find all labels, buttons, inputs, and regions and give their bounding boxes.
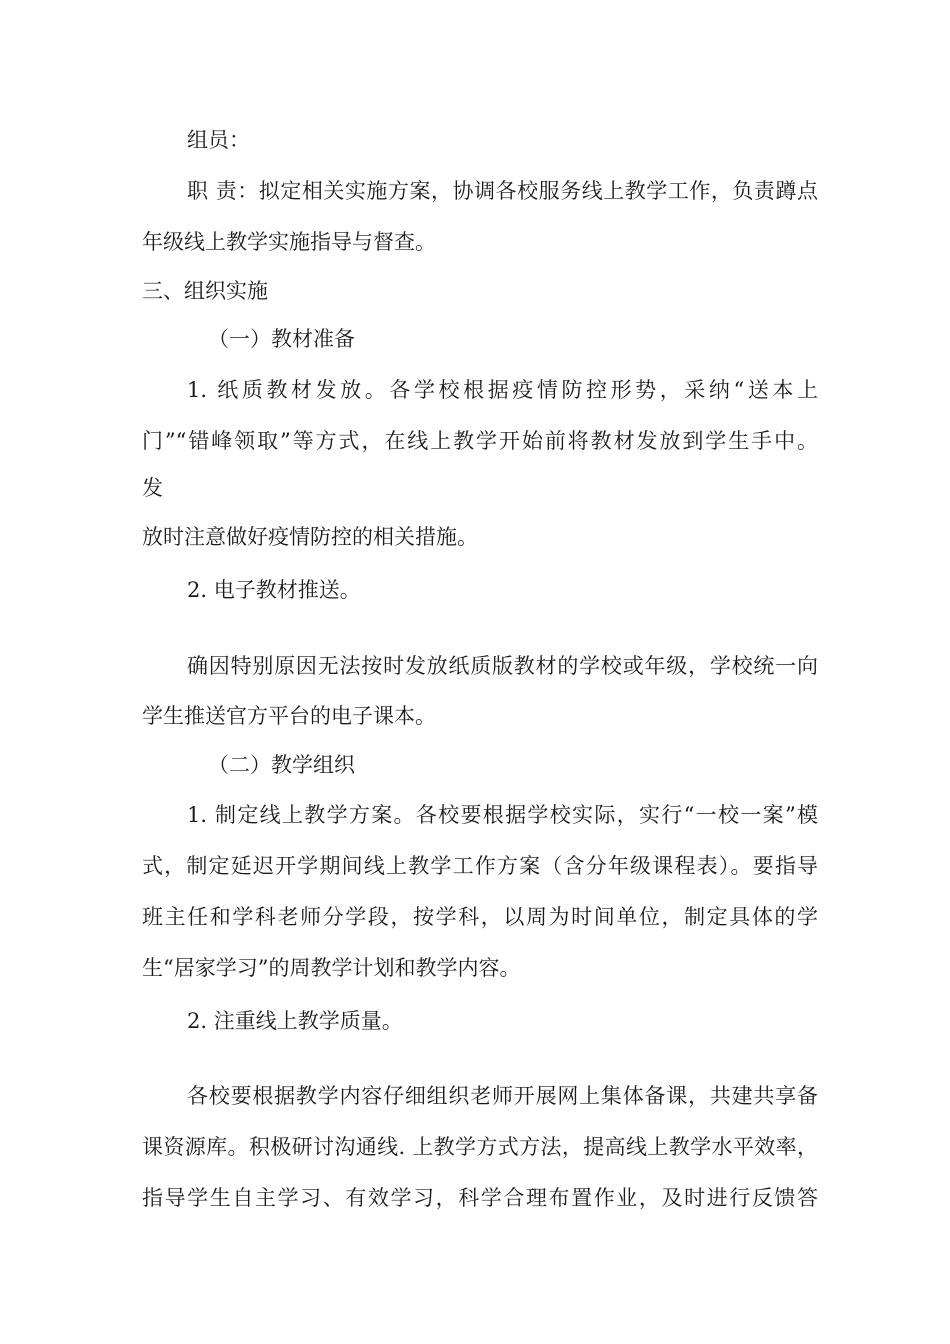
text-line-special-cases: 确因特别原因无法按时发放纸质版教材的学校或年级，学校统一向	[187, 654, 818, 678]
text-line-duties: 职 责：拟定相关实施方案，协调各校服务线上教学工作，负责蹲点	[187, 179, 818, 203]
text-line-e-materials: 2. 电子教材推送。	[187, 578, 361, 602]
text-line-paper-materials: 1. 纸质教材发放。各学校根据疫情防控形势，采纳“送本上	[187, 378, 818, 402]
text-line-duties-cont: 年级线上教学实施指导与督查。	[142, 230, 436, 254]
text-line-fa: 发	[142, 476, 163, 500]
text-line-plan: 1. 制定线上教学方案。各校要根据学校实际，实行“一校一案”模	[187, 803, 818, 827]
text-line-plan-cont1: 式，制定延迟开学期间线上教学工作方案（含分年级课程表）。要指导	[142, 854, 818, 878]
text-line-plan-cont3: 生“居家学习”的周教学计划和教学内容。	[142, 956, 521, 980]
text-line-paper-materials-cont: 门”“错峰领取”等方式，在线上教学开始前将教材发放到学生手中。	[142, 429, 818, 453]
text-line-special-cases-cont: 学生推送官方平台的电子课本。	[142, 704, 436, 728]
text-line-plan-cont2: 班主任和学科老师分学段，按学科，以周为时间单位，制定具体的学	[142, 905, 818, 929]
text-line-quality-detail-cont1: 课资源库。积极研讨沟通线. 上教学方式方法，提高线上教学水平效率，	[142, 1135, 818, 1159]
text-line-epidemic-measures: 放时注意做好疫情防控的相关措施。	[142, 525, 478, 549]
text-line-quality-detail-cont2: 指导学生自主学习、有效学习，科学合理布置作业，及时进行反馈答	[142, 1186, 818, 1210]
subsection-heading-teaching: （二）教学组织	[208, 753, 355, 777]
subsection-heading-materials: （一）教材准备	[208, 327, 355, 351]
text-line-quality-detail: 各校要根据教学内容仔细组织老师开展网上集体备课，共建共享备	[187, 1084, 818, 1108]
text-line-quality: 2. 注重线上教学质量。	[187, 1009, 403, 1033]
text-line-members: 组员：	[187, 128, 250, 152]
section-heading-implementation: 三、组织实施	[142, 279, 268, 303]
